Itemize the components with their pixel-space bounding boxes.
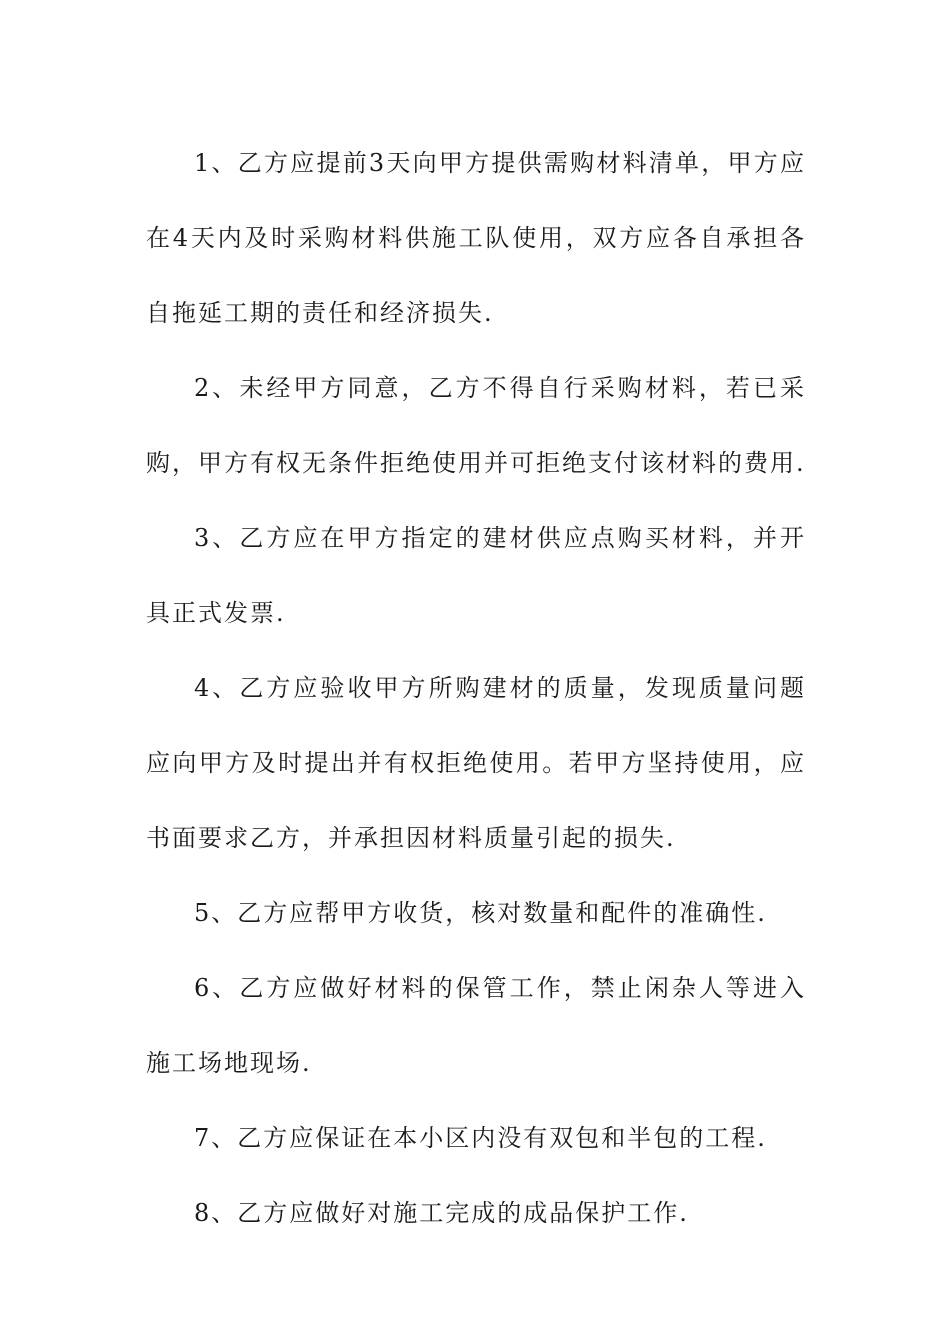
clause-5: 5、乙方应帮甲方收货，核对数量和配件的准确性. [194,899,767,927]
document-body [146,126,806,1251]
clause-8: 8、乙方应做好对施工完成的成品保护工作. [194,1199,689,1227]
clause-6: 6、乙方应做好材料的保管工作，禁止闲杂人等进入施工场地现场. [146,974,806,1077]
clause-4: 4、乙方应验收甲方所购建材的质量，发现质量问题应向甲方及时提出并有权拒绝使用。若甲方坚持使用，应书面要求乙方，并承担因材料质量引起的损失. [146,674,806,852]
clause-3: 3、乙方应在甲方指定的建材供应点购买材料，并开具正式发票. [146,524,806,627]
clause-7: 7、乙方应保证在本小区内没有双包和半包的工程. [194,1124,767,1152]
clause-2: 2、未经甲方同意，乙方不得自行采购材料，若已采购，甲方有权无条件拒绝使用并可拒绝支付该材料的费用. [146,374,806,477]
clause-1: 1、乙方应提前3天向甲方提供需购材料清单，甲方应在4天内及时采购材料供施工队使用，双方应各自承担各自拖延工期的责任和经济损失. [146,149,806,327]
